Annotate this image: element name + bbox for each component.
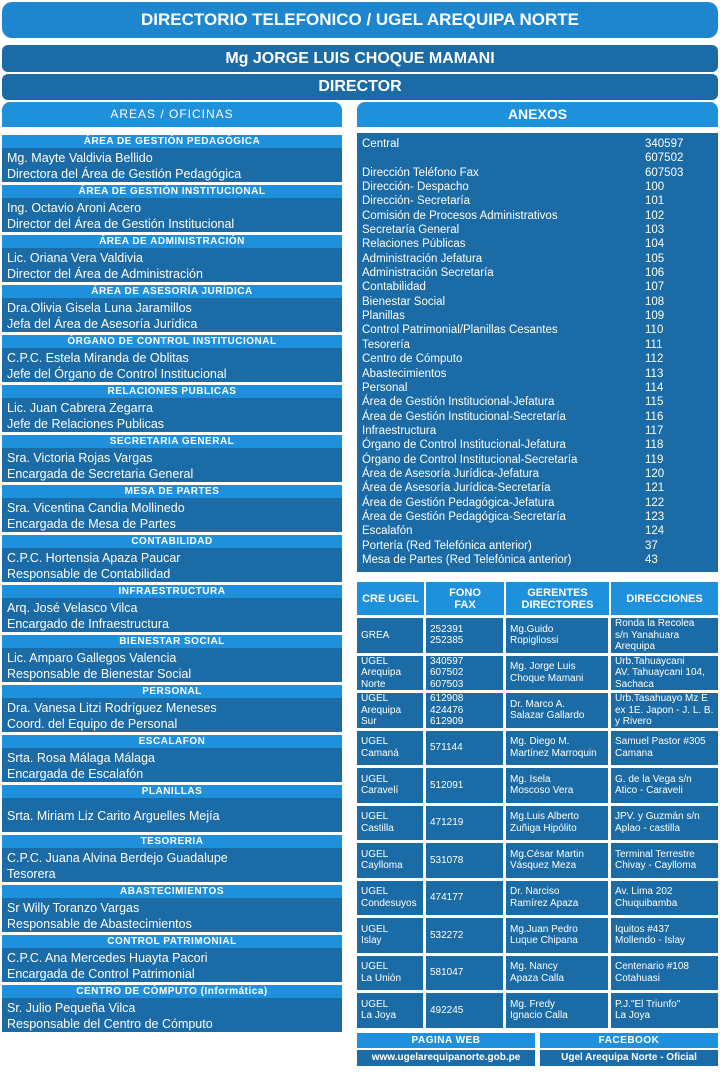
manager-name-cell xyxy=(506,731,611,766)
person-title: Jefa del Área de Asesoría Jurídica xyxy=(7,317,198,331)
address-cell xyxy=(611,993,718,1028)
anexo-label: Bienestar Social xyxy=(362,295,446,308)
cre-name: UGEL Caylloma xyxy=(361,848,403,872)
anexo-number: 117 xyxy=(645,424,664,437)
area-heading: CENTRO DE CÓMPUTO (Informática) xyxy=(2,985,342,998)
cre-name-cell xyxy=(357,656,426,691)
anexo-number: 111 xyxy=(645,338,663,351)
anexo-row xyxy=(362,539,713,553)
area-card xyxy=(2,148,342,185)
anexo-label: Mesa de Partes (Red Telefónica anterior) xyxy=(362,553,572,566)
phone-fax: 531078 xyxy=(430,854,464,866)
anexo-label: Área de Gestión Pedagógica-Jefatura xyxy=(362,496,555,509)
address-cell xyxy=(611,768,718,803)
address: Urb.Tasahuayo Mz E ex 1E. Japon - J. L. B. y Rivero xyxy=(615,693,714,727)
phone-fax-cell xyxy=(426,918,506,953)
anexo-label: Área de Asesoría Jurídica-Secretaría xyxy=(362,482,551,495)
anexo-number: 115 xyxy=(645,396,664,409)
anexo-label: Planillas xyxy=(362,310,405,323)
cre-name-cell xyxy=(357,618,426,653)
person-name: Sr Willy Toranzo Vargas xyxy=(7,901,140,915)
anexo-row xyxy=(362,395,713,409)
phone-fax-cell xyxy=(426,618,506,653)
table-row xyxy=(357,765,718,803)
manager-name: Dr. Marco A. Salazar Gallardo xyxy=(510,698,585,722)
manager-name: Mg.Juan Pedro Luque Chipana xyxy=(510,923,578,947)
manager-name: Mg.César Martin Vásquez Meza xyxy=(510,848,584,872)
table-row xyxy=(357,690,718,728)
col-header-fono xyxy=(426,582,506,615)
anexo-label: Área de Gestión Institucional-Jefatura xyxy=(362,396,555,409)
address-cell xyxy=(611,956,718,991)
anexo-row xyxy=(362,252,713,266)
cre-name: UGEL Arequipa Sur xyxy=(361,693,402,727)
cre-name-cell xyxy=(357,881,426,916)
anexo-number: 116 xyxy=(645,410,664,423)
area-card xyxy=(2,848,342,885)
cre-name-cell xyxy=(357,768,426,803)
anexo-row xyxy=(362,453,713,467)
address: Terminal Terrestre Chivay - Caylloma xyxy=(615,848,697,872)
cre-name: UGEL Islay xyxy=(361,923,389,947)
person-name: Dra. Vanesa Litzi Rodríguez Meneses xyxy=(7,701,217,715)
anexo-label: Órgano de Control Institucional-Secretaría xyxy=(362,453,578,466)
manager-name-cell xyxy=(506,993,611,1028)
anexo-number: 109 xyxy=(645,310,665,323)
anexo-row xyxy=(362,381,713,395)
phone-fax: 612908 424476 612909 xyxy=(430,693,464,727)
anexo-number: 110 xyxy=(645,324,664,337)
cre-name: UGEL Caravelí xyxy=(361,773,399,797)
col-header-direcciones: DIRECCIONES xyxy=(611,582,718,615)
area-heading: ÁREA DE ADMINISTRACIÓN xyxy=(2,235,342,248)
area-heading: TESORERIA xyxy=(2,835,342,848)
area-heading: PERSONAL xyxy=(2,685,342,698)
anexo-label: Dirección- Secretaría xyxy=(362,195,471,208)
person-name: C.P.C. Juana Alvina Berdejo Guadalupe xyxy=(7,851,228,865)
anexo-label: Área de Gestión Institucional-Secretaría xyxy=(362,410,566,423)
person-name: C.P.C. Estela Miranda de Oblitas xyxy=(7,351,189,365)
address-cell xyxy=(611,918,718,953)
anexo-row xyxy=(362,295,713,309)
manager-name: Dr. Narciso Ramírez Apaza xyxy=(510,886,579,909)
person-title: Responsable de Contabilidad xyxy=(7,567,171,581)
anexo-row xyxy=(362,166,713,180)
phone-fax-cell xyxy=(426,693,506,728)
address-cell xyxy=(611,881,718,916)
anexo-number: 43 xyxy=(645,553,658,566)
anexos-panel xyxy=(357,102,718,572)
table-row xyxy=(357,728,718,766)
address-cell xyxy=(611,656,718,691)
anexo-label: Portería (Red Telefónica anterior) xyxy=(362,539,532,552)
person-title: Encargada de Secretaria General xyxy=(7,467,194,481)
cre-name: UGEL Camaná xyxy=(361,736,399,759)
anexo-number: 107 xyxy=(645,281,665,294)
person-name: C.P.C. Hortensia Apaza Paucar xyxy=(7,551,181,565)
anexo-row xyxy=(362,151,713,165)
address: JPV. y Guzmán s/n Aplao - castilla xyxy=(615,811,700,834)
anexo-number: 108 xyxy=(645,295,665,308)
cre-name: UGEL Arequipa Norte xyxy=(361,655,402,690)
anexo-label: Infraestructura xyxy=(362,424,437,437)
person-title: Directora del Área de Gestión Pedagógica xyxy=(7,167,242,181)
anexo-label: Tesorería xyxy=(362,338,410,351)
address: G. de la Vega s/n Atico - Caraveli xyxy=(615,773,692,797)
manager-name: Mg. Isela Moscoso Vera xyxy=(510,773,574,797)
person-name: Sr. Julio Pequeña Vilca xyxy=(7,1001,136,1015)
person-name: Dra.Olivia Gisela Luna Jaramillos xyxy=(7,301,192,315)
anexo-label: Área de Asesoría Jurídica-Jefatura xyxy=(362,467,540,480)
col-header-fono-text: FONO FAX xyxy=(449,586,481,611)
person-title: Encargada de Escalafón xyxy=(7,767,144,781)
anexo-row xyxy=(362,524,713,538)
manager-name-cell xyxy=(506,693,611,728)
person-name: Lic. Juan Cabrera Zegarra xyxy=(7,401,153,415)
anexo-row xyxy=(362,266,713,280)
anexo-number: 37 xyxy=(645,539,658,552)
phone-fax: 252391 252385 xyxy=(430,623,464,647)
facebook-link[interactable]: Ugel Arequipa Norte - Oficial xyxy=(540,1050,718,1066)
anexo-row xyxy=(362,424,713,438)
table-row xyxy=(357,803,718,841)
anexo-label: Abastecimientos xyxy=(362,367,447,380)
anexo-label: Personal xyxy=(362,381,408,394)
person-title: Responsable de Abastecimientos xyxy=(7,917,192,931)
phone-fax-cell xyxy=(426,731,506,766)
person-title: Jefe del Órgano de Control Institucional xyxy=(7,367,227,381)
cre-name-cell xyxy=(357,918,426,953)
phone-fax: 474177 xyxy=(430,892,464,903)
cre-name-cell xyxy=(357,806,426,841)
anexo-label xyxy=(362,151,645,165)
area-heading: INFRAESTRUCTURA xyxy=(2,585,342,598)
areas-column xyxy=(2,102,342,1035)
anexos-header: ANEXOS xyxy=(357,102,718,127)
phone-fax-cell xyxy=(426,956,506,991)
anexo-label: Administración Jefatura xyxy=(362,252,483,265)
cre-name-cell xyxy=(357,956,426,991)
anexo-row xyxy=(362,438,713,452)
cre-name: UGEL La Unión xyxy=(361,961,402,984)
person-name: Lic. Oriana Vera Valdivia xyxy=(7,251,143,265)
cre-name-cell xyxy=(357,693,426,728)
anexo-number: 104 xyxy=(645,238,665,251)
area-card xyxy=(2,698,342,735)
area-heading: CONTABILIDAD xyxy=(2,535,342,548)
anexo-label: Escalafón xyxy=(362,525,413,538)
anexo-number: 340597 xyxy=(645,138,684,150)
area-card xyxy=(2,398,342,435)
anexo-number: 112 xyxy=(645,353,664,366)
cre-name-cell xyxy=(357,993,426,1028)
area-card xyxy=(2,548,342,585)
anexo-number: 123 xyxy=(645,510,665,523)
anexo-number: 105 xyxy=(645,252,665,265)
anexo-label: Órgano de Control Institucional-Jefatura xyxy=(362,439,566,452)
phone-fax-cell xyxy=(426,806,506,841)
anexo-number: 607503 xyxy=(645,166,684,179)
address: P.J."El Triunfo" La Joya xyxy=(615,998,681,1022)
table-row xyxy=(357,840,718,878)
phone-fax: 512091 xyxy=(430,779,464,791)
anexo-number: 103 xyxy=(645,224,665,237)
anexos-list xyxy=(357,133,718,572)
cre-table xyxy=(357,582,718,1028)
manager-name-cell xyxy=(506,768,611,803)
manager-name: Mg. Nancy Apaza Calla xyxy=(510,961,564,984)
manager-name: Mg. Diego M. Martínez Marroquin xyxy=(510,736,597,759)
anexo-row xyxy=(362,410,713,424)
person-name: Sra. Victoria Rojas Vargas xyxy=(7,451,153,465)
area-heading: RELACIONES PUBLICAS xyxy=(2,385,342,398)
anexo-number: 101 xyxy=(645,195,665,208)
web-label: PAGINA WEB xyxy=(357,1033,535,1048)
person-title: Encargado de Infraestructura xyxy=(7,617,169,631)
web-section xyxy=(357,1033,535,1066)
table-row xyxy=(357,878,718,916)
phone-fax: 571144 xyxy=(430,742,463,753)
area-heading: CONTROL PATRIMONIAL xyxy=(2,935,342,948)
manager-name: Mg.Guido Ropigliossi xyxy=(510,623,559,647)
area-card xyxy=(2,498,342,535)
anexo-number: 122 xyxy=(645,496,665,509)
area-card xyxy=(2,448,342,485)
col-header-cre: CRE UGEL xyxy=(357,582,426,615)
area-heading: BIENESTAR SOCIAL xyxy=(2,635,342,648)
anexo-row xyxy=(362,237,713,251)
address-cell xyxy=(611,843,718,878)
anexo-row xyxy=(362,352,713,366)
manager-name-cell xyxy=(506,618,611,653)
areas-header: AREAS / OFICINAS xyxy=(2,102,342,127)
manager-name-cell xyxy=(506,656,611,691)
area-card xyxy=(2,798,342,835)
manager-name-cell xyxy=(506,918,611,953)
area-heading: ÁREA DE ASESORÍA JURÍDICA xyxy=(2,285,342,298)
person-name: Arq. José Velasco Vilca xyxy=(7,601,138,615)
area-card xyxy=(2,648,342,685)
area-card xyxy=(2,348,342,385)
area-heading: ABASTECIMIENTOS xyxy=(2,885,342,898)
address-cell xyxy=(611,618,718,653)
phone-fax: 581047 xyxy=(430,967,464,978)
table-row xyxy=(357,915,718,953)
anexo-row xyxy=(362,209,713,223)
area-heading: SECRETARIA GENERAL xyxy=(2,435,342,448)
anexo-number: 118 xyxy=(645,439,664,452)
anexo-number: 121 xyxy=(645,482,665,495)
director-role: DIRECTOR xyxy=(2,74,718,100)
manager-name: Mg.Luis Alberto Zuñiga Hipólito xyxy=(510,811,579,834)
area-card xyxy=(2,898,342,935)
cre-name-cell xyxy=(357,731,426,766)
manager-name-cell xyxy=(506,881,611,916)
anexo-label: Área de Gestión Pedagógica-Secretaría xyxy=(362,510,566,523)
anexo-number: 100 xyxy=(645,181,665,194)
area-card xyxy=(2,998,342,1035)
anexo-label: Dirección- Despacho xyxy=(362,181,469,194)
person-name: Sra. Vicentina Candia Mollinedo xyxy=(7,501,185,515)
anexo-row xyxy=(362,510,713,524)
anexo-number: 102 xyxy=(645,209,665,222)
col-header-gerentes-text: GERENTES DIRECTORES xyxy=(521,586,594,611)
cre-name: GREA xyxy=(361,629,390,641)
manager-name-cell xyxy=(506,806,611,841)
table-row xyxy=(357,615,718,653)
cre-table-body xyxy=(357,615,718,1028)
table-row xyxy=(357,653,718,691)
anexo-number: 124 xyxy=(645,525,665,538)
address-cell xyxy=(611,806,718,841)
anexo-row xyxy=(362,496,713,510)
anexo-number: 607502 xyxy=(645,152,684,165)
areas-list xyxy=(2,135,342,1035)
person-title: Encargada de Control Patrimonial xyxy=(7,967,195,981)
contact-footer xyxy=(357,1033,718,1066)
area-card xyxy=(2,748,342,785)
area-heading: ÁREA DE GESTIÓN PEDAGÓGICA xyxy=(2,135,342,148)
anexo-row xyxy=(362,553,713,567)
anexo-row xyxy=(362,367,713,381)
phone-fax-cell xyxy=(426,843,506,878)
anexo-row xyxy=(362,309,713,323)
area-heading: PLANILLAS xyxy=(2,785,342,798)
phone-fax-cell xyxy=(426,881,506,916)
phone-fax: 492245 xyxy=(430,1004,464,1016)
person-title: Coord. del Equipo de Personal xyxy=(7,717,178,731)
anexo-label: Control Patrimonial/Planillas Cesantes xyxy=(362,324,558,337)
cre-table-header xyxy=(357,582,718,615)
anexo-number: 113 xyxy=(645,367,664,380)
page-title: DIRECTORIO TELEFONICO / UGEL AREQUIPA NORTE xyxy=(2,2,718,38)
col-header-gerentes xyxy=(506,582,611,615)
anexo-label: Relaciones Públicas xyxy=(362,238,466,251)
anexo-row xyxy=(362,280,713,294)
director-name: Mg JORGE LUIS CHOQUE MAMANI xyxy=(2,45,718,72)
area-card xyxy=(2,298,342,335)
facebook-label: FACEBOOK xyxy=(540,1033,718,1048)
person-title: Encargada de Mesa de Partes xyxy=(7,517,176,531)
person-name: Ing. Octavio Aroni Acero xyxy=(7,201,142,215)
phone-fax: 532272 xyxy=(430,929,464,941)
area-heading: ESCALAFON xyxy=(2,735,342,748)
anexo-row xyxy=(362,323,713,337)
address-cell xyxy=(611,731,718,766)
area-heading: ÓRGANO DE CONTROL INSTITUCIONAL xyxy=(2,335,342,348)
anexo-row xyxy=(362,467,713,481)
address: Av. Lima 202 Chuquibamba xyxy=(615,886,678,909)
phone-fax-cell xyxy=(426,768,506,803)
anexo-row xyxy=(362,194,713,208)
web-link[interactable]: www.ugelarequipanorte.gob.pe xyxy=(357,1050,535,1066)
anexo-row xyxy=(362,481,713,495)
anexo-number: 119 xyxy=(645,453,664,466)
manager-name: Mg. Fredy Ignacio Calla xyxy=(510,998,568,1022)
anexo-label: Contabilidad xyxy=(362,281,426,294)
person-title: Responsable del Centro de Cómputo xyxy=(7,1017,213,1031)
anexo-label: Central xyxy=(362,138,400,150)
phone-fax-cell xyxy=(426,656,506,691)
address: Urb.Tahuaycani AV. Tahuaycani 104, Sachaca xyxy=(615,655,705,690)
anexo-number: 106 xyxy=(645,267,665,280)
person-name: Mg. Mayte Valdivia Bellido xyxy=(7,151,153,165)
address: Iquitos #437 Mollendo - Islay xyxy=(615,923,686,947)
anexo-label: Administración Secretaría xyxy=(362,267,494,280)
person-name: Srta. Miriam Liz Carito Arguelles Mejía xyxy=(7,809,220,823)
area-card xyxy=(2,948,342,985)
person-name: Lic. Amparo Gallegos Valencia xyxy=(7,651,177,665)
area-heading: MESA DE PARTES xyxy=(2,485,342,498)
address: Samuel Pastor #305 Camana xyxy=(615,736,706,759)
cre-name-cell xyxy=(357,843,426,878)
anexo-row xyxy=(362,180,713,194)
phone-fax-cell xyxy=(426,993,506,1028)
anexo-label: Centro de Cómputo xyxy=(362,353,463,366)
person-name: Srta. Rosa Málaga Málaga xyxy=(7,751,155,765)
address: Centenario #108 Cotahuasi xyxy=(615,961,689,984)
manager-name-cell xyxy=(506,843,611,878)
person-name: C.P.C. Ana Mercedes Huayta Pacori xyxy=(7,951,208,965)
area-heading: ÁREA DE GESTIÓN INSTITUCIONAL xyxy=(2,185,342,198)
cre-name: UGEL La Joya xyxy=(361,998,397,1022)
table-row xyxy=(357,990,718,1028)
manager-name-cell xyxy=(506,956,611,991)
person-title: Tesorera xyxy=(7,867,56,881)
anexo-row xyxy=(362,223,713,237)
address: Ronda la Recolea s/n Yanahuara Arequipa xyxy=(615,618,695,652)
facebook-section xyxy=(540,1033,718,1066)
phone-fax: 340597 607502 607503 xyxy=(430,655,464,690)
person-title: Jefe de Relaciones Publicas xyxy=(7,417,165,431)
anexo-row xyxy=(362,338,713,352)
address-cell xyxy=(611,693,718,728)
person-title: Responsable de Bienestar Social xyxy=(7,667,192,681)
manager-name: Mg. Jorge Luis Choque Mamani xyxy=(510,661,584,684)
area-card xyxy=(2,198,342,235)
anexo-row xyxy=(362,137,713,151)
anexo-label: Comisión de Procesos Administrativos xyxy=(362,209,558,222)
table-row xyxy=(357,953,718,991)
anexo-number: 120 xyxy=(645,467,665,480)
cre-name: UGEL Condesuyos xyxy=(361,886,417,909)
anexo-label: Secretaría General xyxy=(362,224,460,237)
person-title: Director del Área de Administración xyxy=(7,267,203,281)
anexo-number: 114 xyxy=(645,381,664,394)
anexo-label: Dirección Teléfono Fax xyxy=(362,166,479,179)
person-title: Director del Área de Gestión Institucional xyxy=(7,217,235,231)
area-card xyxy=(2,248,342,285)
cre-name: UGEL Castilla xyxy=(361,811,394,834)
area-card xyxy=(2,598,342,635)
phone-fax: 471219 xyxy=(430,817,464,828)
